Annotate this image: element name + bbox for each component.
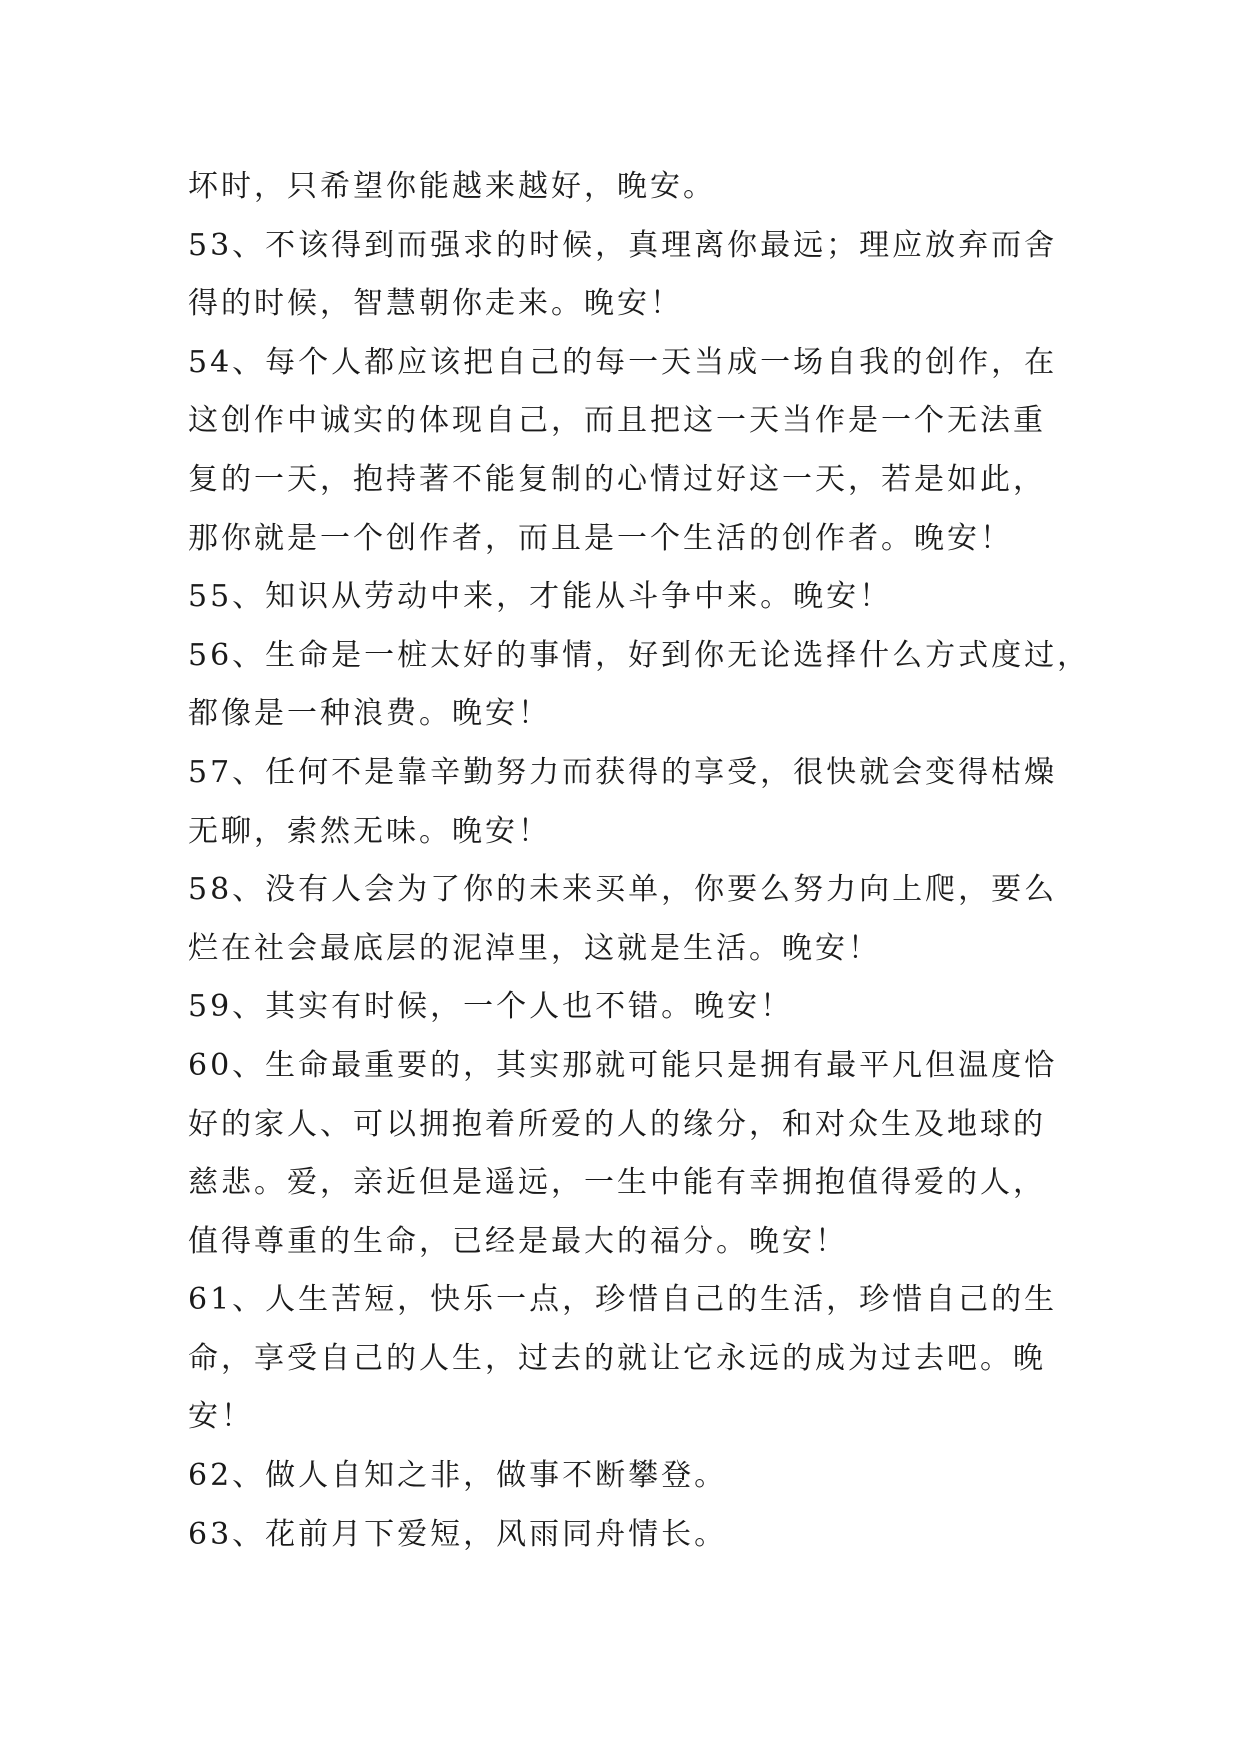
text-line: 慈悲。爱，亲近但是遥远，一生中能有幸拥抱值得爱的人， [188, 1165, 1046, 1201]
text-line: 命，享受自己的人生，过去的就让它永远的成为过去吧。晚 [188, 1340, 1046, 1376]
text-line: 烂在社会最底层的泥淖里，这就是生活。晚安！ [188, 930, 881, 966]
text-line: 54、每个人都应该把自己的每一天当成一场自我的创作，在 [188, 344, 1058, 380]
document-body [188, 158, 1091, 1564]
text-line: 这创作中诚实的体现自己，而且把这一天当作是一个无法重 [188, 403, 1046, 439]
text-line: 53、不该得到而强求的时候，真理离你最远；理应放弃而舍 [188, 227, 1058, 263]
text-line: 复的一天，抱持著不能复制的心情过好这一天，若是如此， [188, 461, 1046, 497]
text-line: 得的时候，智慧朝你走来。晚安！ [188, 286, 683, 322]
text-line: 59、其实有时候，一个人也不错。晚安！ [188, 989, 794, 1025]
text-line: 58、没有人会为了你的未来买单，你要么努力向上爬，要么 [188, 872, 1058, 908]
text-line: 坏时，只希望你能越来越好，晚安。 [188, 169, 716, 204]
text-line: 63、花前月下爱短，风雨同舟情长。 [188, 1516, 728, 1552]
text-line: 55、知识从劳动中来，才能从斗争中来。晚安！ [188, 579, 893, 615]
text-line: 安！ [188, 1399, 254, 1435]
text-line: 那你就是一个创作者，而且是一个生活的创作者。晚安！ [188, 520, 1013, 556]
text-line: 无聊，索然无味。晚安！ [188, 813, 551, 849]
text-line: 57、任何不是靠辛勤努力而获得的享受，很快就会变得枯燥 [188, 754, 1058, 790]
text-line: 都像是一种浪费。晚安！ [188, 696, 551, 732]
text-line: 60、生命最重要的，其实那就可能只是拥有最平凡但温度恰 [188, 1047, 1058, 1083]
text-line: 值得尊重的生命，已经是最大的福分。晚安！ [188, 1223, 848, 1259]
text-line: 56、生命是一桩太好的事情，好到你无论选择什么方式度过， [188, 637, 1091, 673]
text-line: 62、做人自知之非，做事不断攀登。 [188, 1458, 728, 1494]
text-line: 好的家人、可以拥抱着所爱的人的缘分，和对众生及地球的 [188, 1106, 1046, 1142]
text-line: 61、人生苦短，快乐一点，珍惜自己的生活，珍惜自己的生 [188, 1282, 1058, 1318]
